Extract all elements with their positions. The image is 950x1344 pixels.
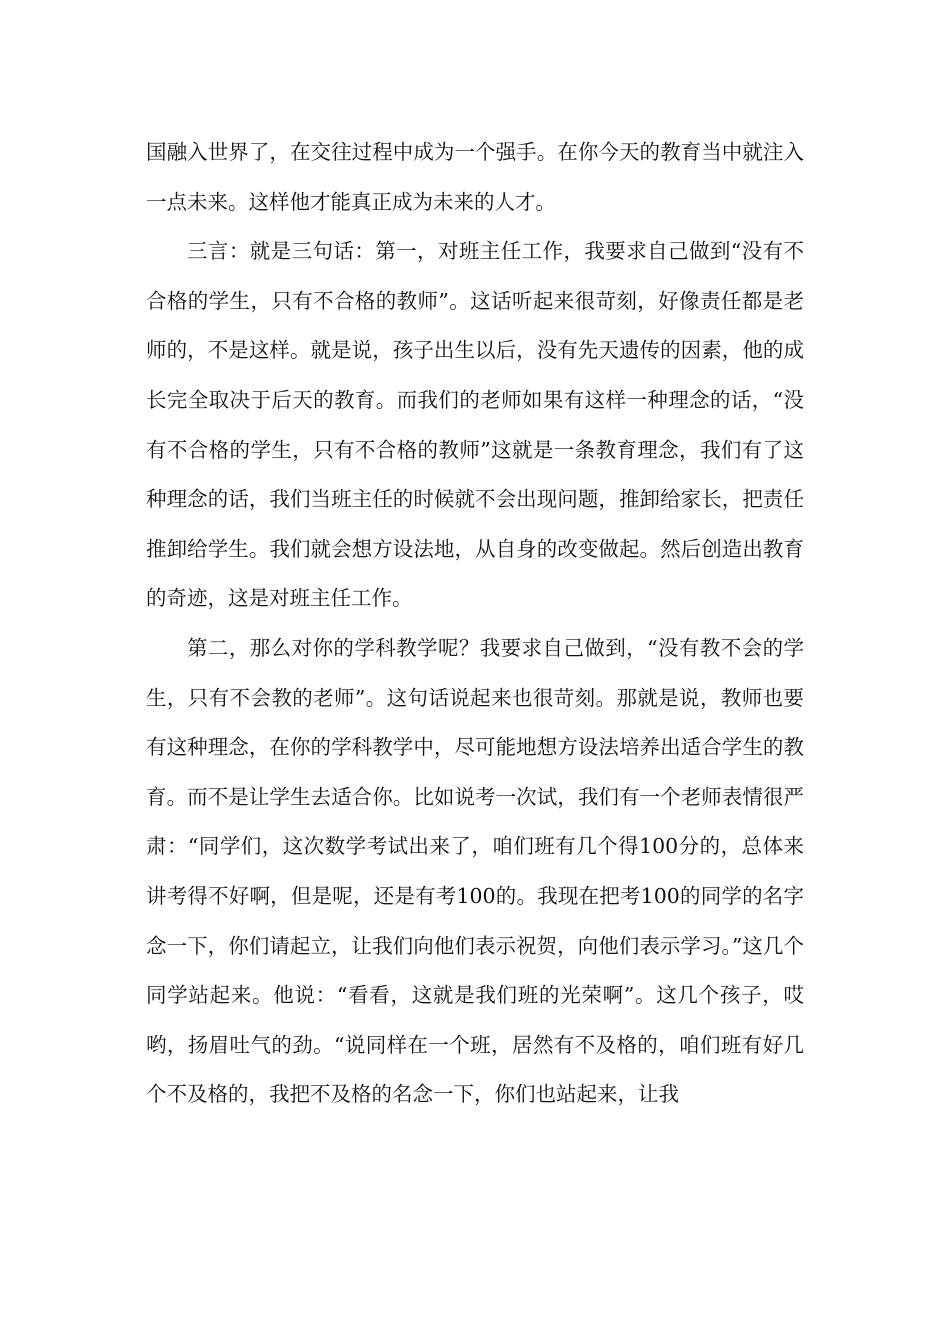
- paragraph-1: 国融入世界了，在交往过程中成为一个强手。在你今天的教育当中就注入一点未来。这样他才能真正成为未来的人才。: [146, 140, 804, 214]
- body-text: [146, 128, 804, 1120]
- paragraph-2: 三言：就是三句话：第一，对班主任工作，我要求自己做到“没有不合格的学生，只有不合格的教师”。这话听起来很苛刻，好像责任都是老师的，不是这样。就是说，孩子出生以后，没有先天遗传的因素，他的成长完全取决于后天的教育。而我们的老师如果有这样一种理念的话，“没有不合格的学生，只有不合格的教师”这就是一条教育理念，我们有了这种理念的话，我们当班主任的时候就不会出现问题，推卸给家长，把责任推卸给学生。我们就会想方设法地，从自身的改变做起。然后创造出教育的奇迹，这是对班主任工作。: [146, 239, 804, 611]
- paragraph-3: 第二，那么对你的学科教学呢？我要求自己做到，“没有教不会的学生，只有不会教的老师”。这句话说起来也很苛刻。那就是说，教师也要有这种理念，在你的学科教学中，尽可能地想方设法培养出适合学生的教育。而不是让学生去适合你。比如说考一次试，我们有一个老师表情很严肃：“同学们，这次数学考试出来了，咱们班有几个得100分的，总体来讲考得不好啊，但是呢，还是有考100的。我现在把考100的同学的名字念一下，你们请起立，让我们向他们表示祝贺，向他们表示学习。”这几个同学站起来。他说：“看看，这就是我们班的光荣啊”。这几个孩子，哎哟，扬眉吐气的劲。“说同样在一个班，居然有不及格的，咱们班有好几个不及格的，我把不及格的名念一下，你们也站起来，让我: [146, 635, 804, 1107]
